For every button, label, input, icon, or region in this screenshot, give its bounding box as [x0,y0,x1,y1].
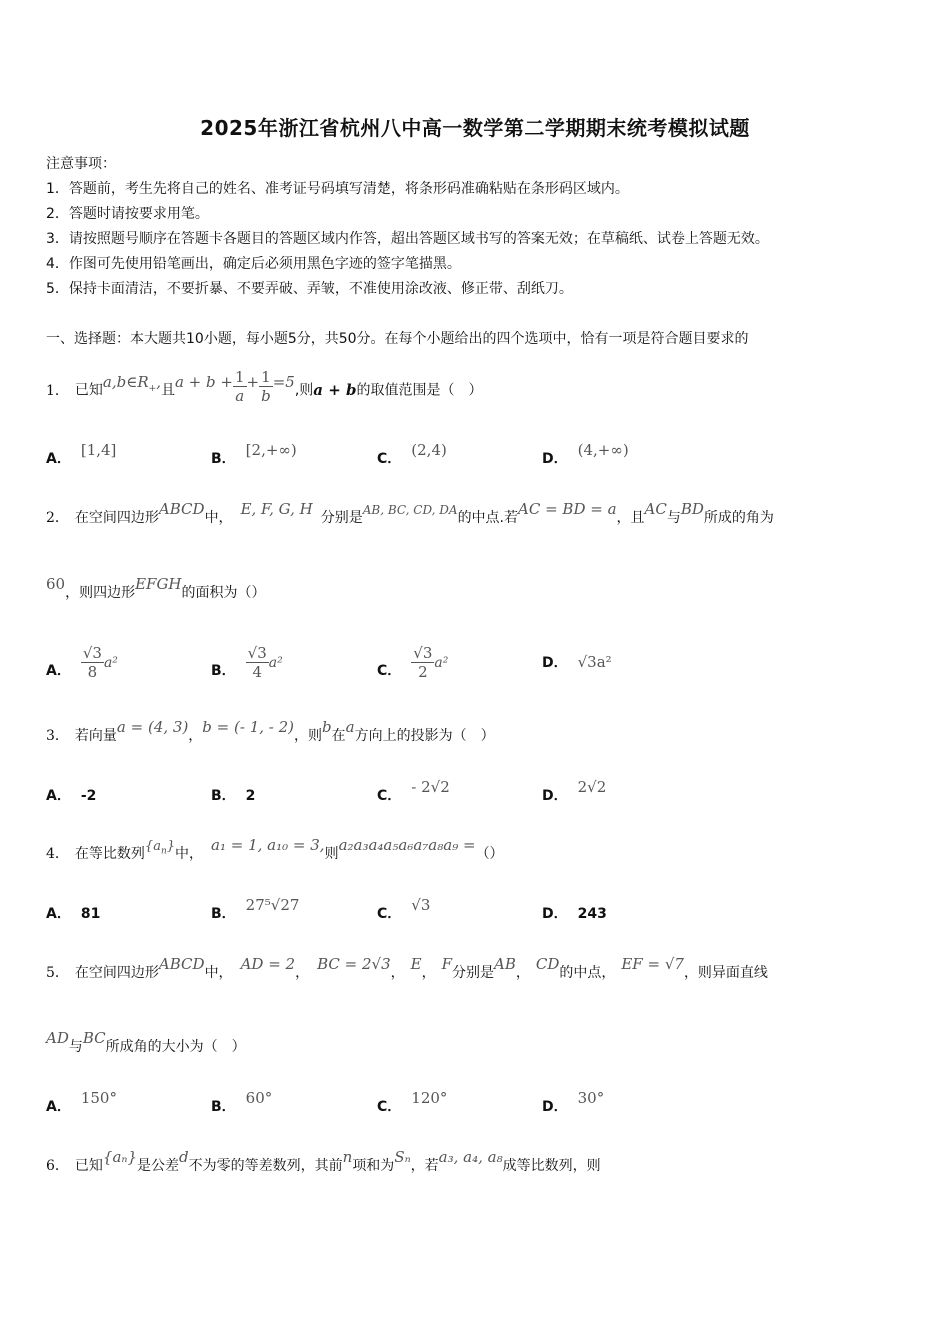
question-number: 4． [46,846,69,862]
question-1 [46,368,483,409]
q-text: 与 [666,510,681,526]
option-c[interactable]: C． (2,4) [377,441,447,467]
q-text: ，则异面直线 [683,965,768,981]
math-expr: a + b + [174,372,233,391]
option-a[interactable]: A． [1,4] [46,441,117,467]
option-a[interactable]: A． $\frac{√3}{8}$ a² [46,644,118,681]
math-expr: a [345,718,355,736]
q-text: 中， [204,965,233,981]
math-expr: =5 [272,372,295,391]
q-text: 项和为 [352,1158,395,1174]
q-text: ， [421,965,436,981]
q-text: 已知 [74,382,103,399]
option-c[interactable]: C． $\frac{√3}{2}$ a² [377,644,449,681]
notice-item-2: 2．答题时请按要求用笔。 [46,206,209,222]
notice-item-5: 5．保持卡面清洁，不要折暴、不要弄破、弄皱，不准使用涂改液、修正带、刮纸刀。 [46,281,573,297]
math-expr: BC = 2√3 [317,955,391,973]
math-expr: AB [493,955,516,973]
math-expr: a = (4, 3) [116,718,189,736]
option-d[interactable]: D． (4,+∞) [542,441,629,467]
math-expr: + [246,372,260,391]
q-text: 在空间四边形 [74,510,159,526]
math-expr: a₃, a₄, a₈ [438,1148,503,1166]
q-text: ， [295,965,310,981]
option-a[interactable]: A． 81 [46,906,101,922]
q-text: 成等比数列，则 [502,1158,601,1174]
q-text: 所成角的大小为（ ） [105,1039,246,1055]
fraction: $\frac{√3}{4}$ [247,644,267,681]
math-expr: CD [535,955,560,973]
q-text: 且 [160,382,175,399]
math-expr: b = (- 1, - 2) [202,718,295,736]
question-number: 6． [46,1158,69,1174]
q-text: 的中点.若 [457,510,519,526]
option-c[interactable]: C． √3 [377,896,431,922]
question-5 [46,955,768,982]
q-text: 中， [204,510,233,526]
question-2 [46,500,774,527]
q-text: 在 [331,728,346,744]
notice-heading: 注意事项： [46,156,116,172]
math-expr: ABCD [158,955,205,973]
q-text: 的中点， [559,965,616,981]
math-expr: AD = 2 [240,955,296,973]
question-3 [46,718,495,745]
option-b[interactable]: B． 27⁵√27 [211,896,300,922]
q-text: 已知 [74,1158,103,1174]
q-text: ， [390,965,405,981]
question-number: 1． [46,382,69,399]
math-expr: {aₙ} [102,1148,138,1166]
q-text: 方向上的投影为（ ） [354,728,495,744]
question-4 [46,836,504,865]
option-b[interactable]: B． $\frac{√3}{4}$ a² [211,644,283,681]
q-text: 在等比数列 [74,846,145,862]
q-text: 的面积为（） [181,585,266,601]
math-expr: BC [82,1029,106,1047]
math-expr: $a,b\in R_+$, [102,372,161,394]
notice-item-4: 4．作图可先使用铅笔画出，确定后必须用黑色字迹的签字笔描黑。 [46,256,461,272]
option-c[interactable]: C． 120° [377,1089,448,1115]
math-expr: BD [680,500,704,518]
fraction: $\frac{1}{b}$ [261,368,271,405]
math-expr: E, F, G, H [240,500,313,518]
option-d[interactable]: D． 2√2 [542,778,607,804]
q-text: ，则四边形 [65,585,136,601]
math-expr: AB, BC, CD, DA [362,503,458,517]
math-expr: EF = √7 [621,955,684,973]
option-b[interactable]: B． [2,+∞) [211,441,297,467]
option-a[interactable]: A． 150° [46,1089,117,1115]
q-text: 若向量 [74,728,117,744]
math-expr: AD [46,1029,69,1047]
option-c[interactable]: C． - 2√2 [377,778,450,804]
notice-item-3: 3．请按照题号顺序在答题卡各题目的答题区域内作答，超出答题区域书写的答案无效；在草稿纸、试卷上答题无效。 [46,231,769,247]
question-2-cont [46,575,266,602]
q-text: ，则 [294,728,323,744]
q-text: 分别是 [320,510,363,526]
option-b[interactable]: B． 2 [211,788,256,804]
math-expr: EFGH [135,575,182,593]
q-text: 在空间四边形 [74,965,159,981]
q-text: ,则 [294,382,314,399]
q-text: 中， [175,846,204,862]
option-d[interactable]: D． 30° [542,1089,605,1115]
math-expr: b [322,718,332,736]
math-expr: AC = BD = a [518,500,617,518]
math-expr: Sₙ [394,1148,411,1166]
question-number: 5． [46,965,69,981]
fraction: $\frac{1}{a}$ [234,368,245,405]
math-expr: n [342,1148,353,1166]
option-b[interactable]: B． 60° [211,1089,273,1115]
q-text: （） [475,846,504,862]
option-d[interactable]: D． 243 [542,906,607,922]
math-expr: a₁ = 1, a₁₀ = 3, [211,836,325,854]
q-text: ，且 [616,510,645,526]
math-expr: ABCD [158,500,205,518]
q-text: 所成的角为 [703,510,774,526]
math-expr: 60 [46,575,66,593]
fraction: $\frac{√3}{8}$ [82,644,102,681]
question-5-cont [46,1029,246,1056]
fraction: $\frac{√3}{2}$ [413,644,433,681]
q-text: 是公差 [137,1158,180,1174]
math-expr: $\{a_n\}$ [144,839,176,857]
q-text: 的取值范围是（ ） [356,382,483,399]
math-expr: d [179,1148,189,1166]
math-expr: a + b [313,380,357,399]
question-number: 3． [46,728,69,744]
q-text: 不为零的等差数列，其前 [188,1158,343,1174]
section-heading: 一、选择题：本大题共10小题，每小题5分，共50分。在每个小题给出的四个选项中，恰有一项是符合题目要求的 [46,331,749,347]
option-d[interactable]: D． √3a² [542,653,612,671]
option-a[interactable]: A． -2 [46,788,97,804]
question-6 [46,1148,601,1175]
q-text: ， [188,728,203,744]
notice-item-1: 1．答题前，考生先将自己的姓名、准考证号码填写清楚，将条形码准确粘贴在条形码区域内。 [46,181,629,197]
math-expr: E [410,955,422,973]
page-title: 2025年浙江省杭州八中高一数学第二学期期末统考模拟试题 [200,116,750,140]
math-expr: a₂a₃a₄a₅a₆a₇a₈a₉ = [338,836,476,854]
q-text: ，若 [410,1158,439,1174]
question-number: 2． [46,510,69,526]
q-text: 与 [68,1039,83,1055]
q-text: 则 [324,846,339,862]
math-expr: F [441,955,452,973]
q-text: ， [515,965,530,981]
q-text: 分别是 [451,965,494,981]
math-expr: AC [644,500,667,518]
